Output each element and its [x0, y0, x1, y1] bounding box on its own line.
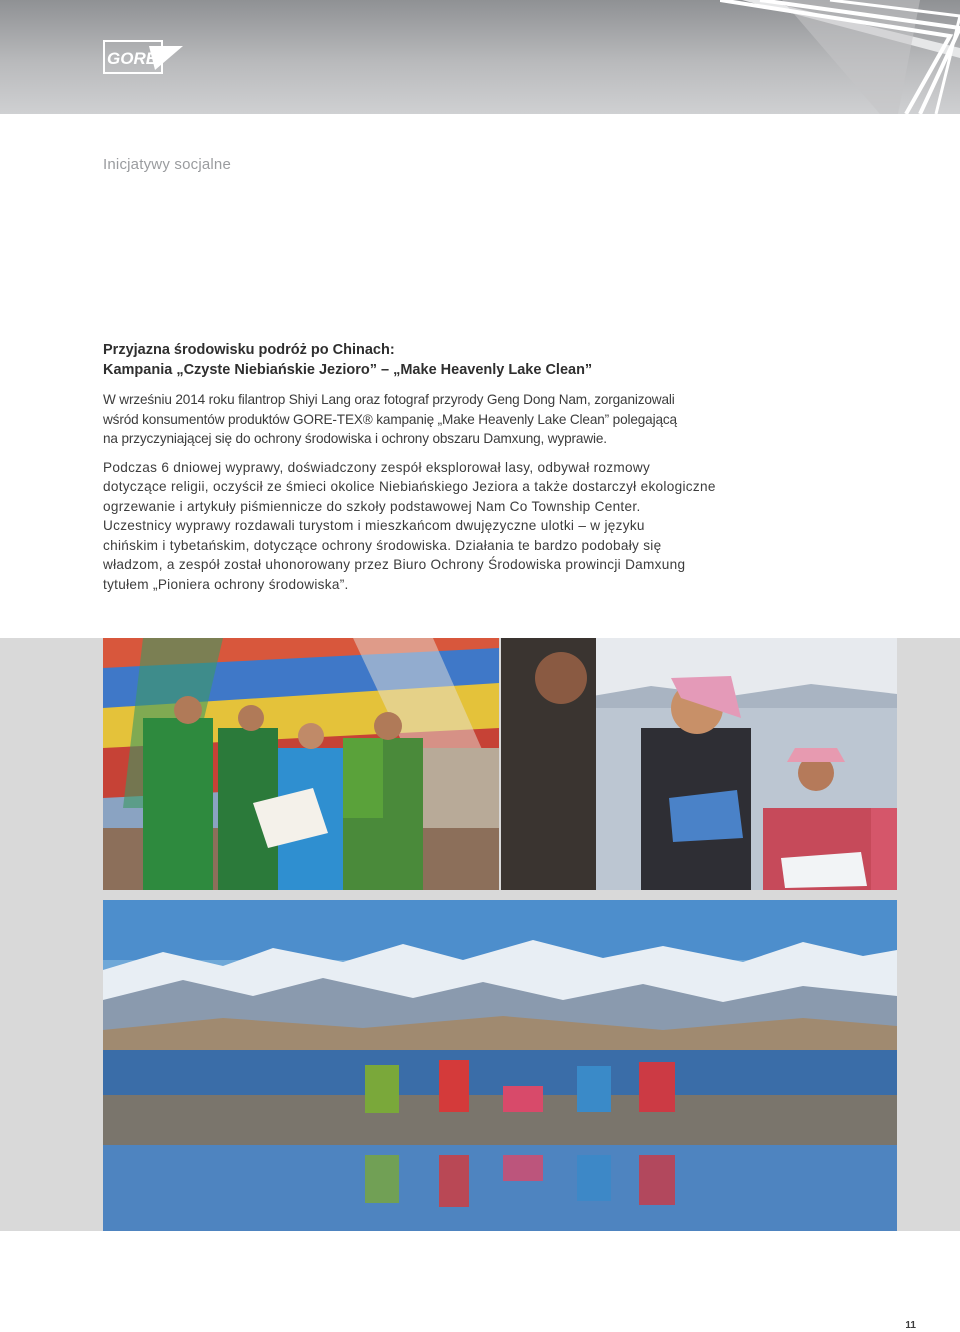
- paragraph-line: władzom, a zespół został uhonorowany przez Biuro Ochrony Środowiska prowincji Damxung: [103, 557, 686, 572]
- paragraph-line: ogrzewanie i artykuły piśmiennicze do szkoły podstawowej Nam Co Township Center.: [103, 498, 641, 514]
- page-number: 11: [905, 1320, 916, 1331]
- page-header: [0, 0, 960, 114]
- paragraph-line: dotyczące religii, oczyścił ze śmieci okolice Niebiańskiego Jeziora a także dostarczył ekologiczne: [103, 479, 716, 494]
- paragraph-line: na przyczyniającej się do ochrony środowiska i ochrony obszaru Damxung, wyprawie.: [103, 431, 607, 446]
- article: [103, 340, 743, 594]
- photo-woman-with-leaflets: [501, 638, 897, 890]
- paragraph-line: wśród konsumentów produktów GORE-TEX® kampanię „Make Heavenly Lake Clean” polegającą: [103, 411, 677, 427]
- gore-logo: [103, 40, 183, 74]
- paragraph-line: chińskim i tybetańskim, dotyczące ochrony środowiska. Działania te bardzo podobały się: [103, 537, 662, 553]
- gore-logo-text: GORE: [107, 49, 158, 68]
- paragraph-line: Uczestnicy wyprawy rozdawali turystom i mieszkańcom dwujęzyczne ulotki – w języku: [103, 518, 645, 533]
- photo-team-with-certificate: [103, 638, 499, 890]
- section-label: Inicjatywy socjalne: [103, 156, 232, 173]
- photo-lake-panorama: [103, 900, 897, 1231]
- paragraph-line: tytułem „Pioniera ochrony środowiska”.: [103, 576, 349, 592]
- paragraph-line: W wrześniu 2014 roku filantrop Shiyi Lang oraz fotograf przyrody Geng Dong Nam, zorganizowali: [103, 392, 675, 407]
- header-stripes-decoration: [720, 0, 960, 114]
- paragraph-line: Podczas 6 dniowej wyprawy, doświadczony zespół eksplorował lasy, odbywał rozmowy: [103, 459, 651, 475]
- article-paragraph-2: [103, 458, 743, 595]
- article-title-line-1: Przyjazna środowisku podróż po Chinach:: [103, 342, 395, 358]
- article-title-line-2: Kampania „Czyste Niebiańskie Jezioro” – „Make Heavenly Lake Clean”: [103, 362, 593, 378]
- article-paragraph-1: [103, 390, 743, 449]
